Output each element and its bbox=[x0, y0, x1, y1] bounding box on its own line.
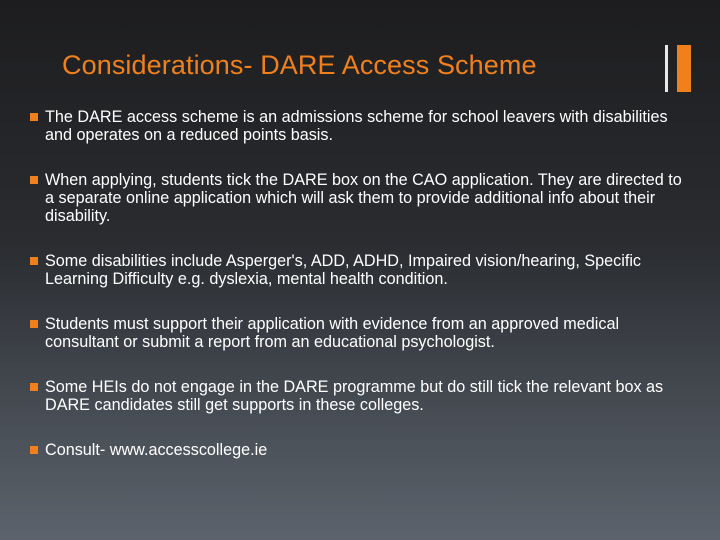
bullet-item-applying bbox=[30, 171, 690, 225]
square-bullet-icon bbox=[30, 176, 38, 184]
title-accent-thin-bar bbox=[665, 45, 668, 92]
square-bullet-icon bbox=[30, 446, 38, 454]
bullet-text: When applying, students tick the DARE box on the CAO application. They are directed to a separate online application which will ask them to provide additional info about their disability. bbox=[45, 171, 682, 225]
bullet-item-disabilities bbox=[30, 252, 690, 288]
bullet-list bbox=[30, 108, 690, 486]
bullet-item-heis bbox=[30, 378, 690, 414]
bullet-text: Some disabilities include Asperger's, ADD, ADHD, Impaired vision/hearing, Specific Learning Difficulty e.g. dyslexia, mental health condition. bbox=[45, 252, 642, 288]
title-accent-thick-bar bbox=[677, 45, 691, 92]
bullet-item-dare-definition bbox=[30, 108, 690, 144]
square-bullet-icon bbox=[30, 383, 38, 391]
bullet-item-consult bbox=[30, 441, 690, 459]
square-bullet-icon bbox=[30, 257, 38, 265]
bullet-text: The DARE access scheme is an admissions scheme for school leavers with disabilities and operates on a reduced points basis. bbox=[45, 108, 668, 144]
square-bullet-icon bbox=[30, 113, 38, 121]
bullet-item-evidence bbox=[30, 315, 690, 351]
bullet-text: Consult- www.accesscollege.ie bbox=[45, 441, 268, 459]
bullet-text: Some HEIs do not engage in the DARE programme but do still tick the relevant box as DARE candidates still get supports in these colleges. bbox=[45, 378, 664, 414]
slide-title: Considerations- DARE Access Scheme bbox=[62, 50, 537, 80]
square-bullet-icon bbox=[30, 320, 38, 328]
bullet-text: Students must support their application with evidence from an approved medical consultant or submit a report from an educational psychologist. bbox=[45, 315, 620, 351]
